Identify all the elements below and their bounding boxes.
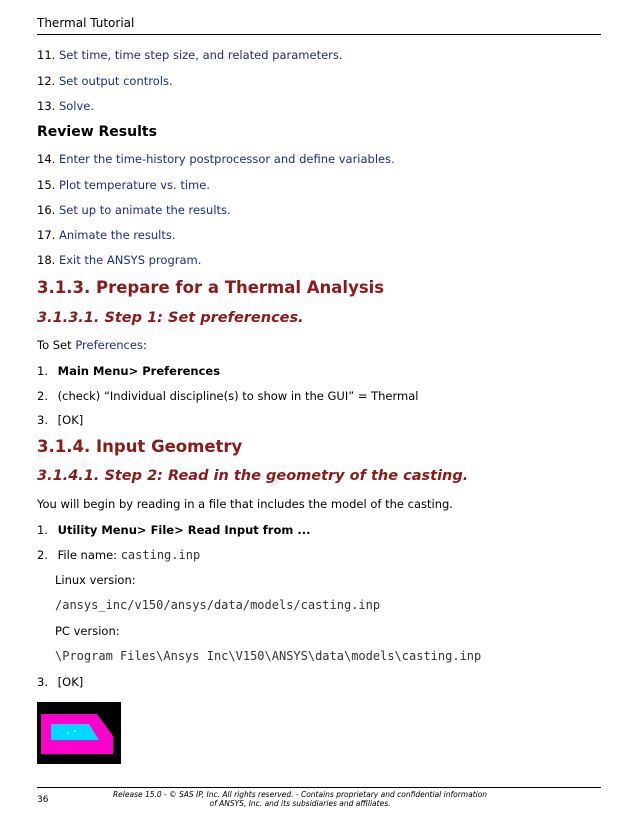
link-animate[interactable]: Animate the results. xyxy=(58,228,176,242)
casting-model-image xyxy=(37,702,121,764)
link-time-history[interactable]: Enter the time-history postprocessor and define variables. xyxy=(58,152,395,166)
list-item: 12. Set output controls. xyxy=(37,74,173,88)
pc-path: \Program Files\Ansys Inc\V150\ANSYS\data\models\casting.inp xyxy=(55,649,482,663)
step-item: 3. [OK] xyxy=(37,413,84,427)
footer-rule xyxy=(37,787,601,788)
list-item: 16. Set up to animate the results. xyxy=(37,203,231,217)
list-item: 18. Exit the ANSYS program. xyxy=(37,253,202,267)
list-item: 17. Animate the results. xyxy=(37,228,176,242)
link-solve[interactable]: Solve. xyxy=(58,99,95,113)
linux-label: Linux version: xyxy=(55,573,136,587)
section-heading-3-1-4: 3.1.4. Input Geometry xyxy=(37,437,243,456)
list-item: 15. Plot temperature vs. time. xyxy=(37,178,210,192)
section-heading-3-1-3: 3.1.3. Prepare for a Thermal Analysis xyxy=(37,278,385,297)
footer-copyright: Release 15.0 - © SAS IP, Inc. All rights reserved. - Contains proprietary and confidential information of ANSYS, Inc. and its subsidiaries and affiliates. xyxy=(112,790,488,808)
review-results-heading: Review Results xyxy=(37,124,157,140)
step-item: 1. Main Menu> Preferences xyxy=(37,364,221,378)
step-item: 2. File name: casting.inp xyxy=(37,548,201,562)
subsection-heading-3-1-3-1: 3.1.3.1. Step 1: Set preferences. xyxy=(37,310,304,326)
intro-paragraph: You will begin by reading in a file that includes the model of the casting. xyxy=(37,497,453,511)
step-item: 2. (check) “Individual discipline(s) to show in the GUI” = Thermal xyxy=(37,389,419,403)
list-item: 11. Set time, time step size, and related parameters. xyxy=(37,48,343,62)
list-item: 14. Enter the time-history postprocessor and define variables. xyxy=(37,152,395,166)
link-set-time[interactable]: Set time, time step size, and related parameters. xyxy=(58,48,343,62)
pc-label: PC version: xyxy=(55,624,120,638)
subsection-heading-3-1-4-1: 3.1.4.1. Step 2: Read in the geometry of the casting. xyxy=(37,468,469,484)
file-name-value: casting.inp xyxy=(120,548,201,562)
link-preferences[interactable]: Preferences xyxy=(75,338,143,352)
linux-path: /ansys_inc/v150/ansys/data/models/casting.inp xyxy=(55,598,381,612)
list-item: 13. Solve. xyxy=(37,99,95,113)
link-setup-animate[interactable]: Set up to animate the results. xyxy=(58,203,231,217)
link-set-output[interactable]: Set output controls. xyxy=(58,74,173,88)
intro-paragraph: To Set Preferences: xyxy=(37,338,147,352)
header-rule xyxy=(37,34,601,35)
step-item: 1. Utility Menu> File> Read Input from ... xyxy=(37,523,311,537)
casting-model-figure xyxy=(37,702,121,764)
link-exit-ansys[interactable]: Exit the ANSYS program. xyxy=(58,253,202,267)
step-item: 3. [OK] xyxy=(37,675,84,689)
running-header: Thermal Tutorial xyxy=(37,16,135,30)
page-number: 36 xyxy=(37,795,49,805)
link-plot-temperature[interactable]: Plot temperature vs. time. xyxy=(58,178,210,192)
